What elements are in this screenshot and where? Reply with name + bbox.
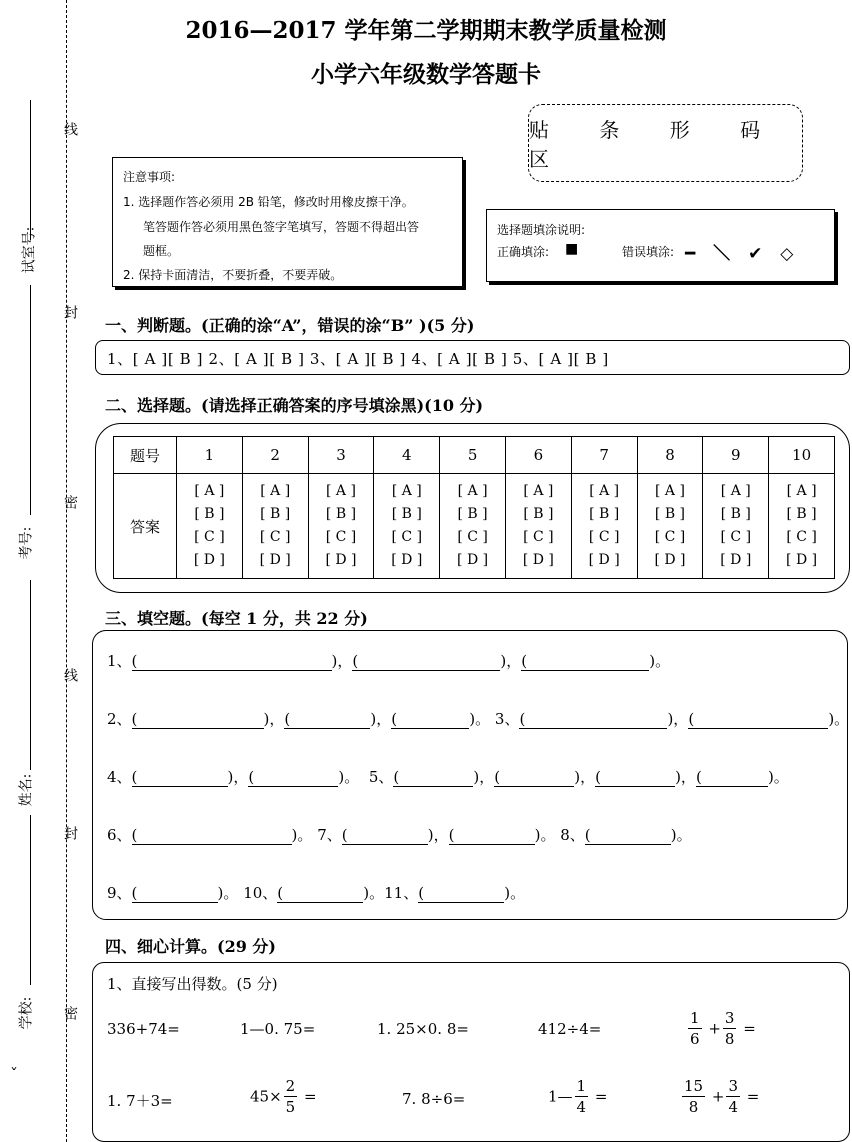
answer-option[interactable]: [ B ] [654,506,686,522]
answer-blank[interactable]: ( [352,652,500,671]
answer-option[interactable]: [ A ] [457,483,488,499]
notice-heading: 注意事项: [123,170,176,184]
school-label: 学校: [18,996,35,1030]
answer-option[interactable]: [ B ] [720,506,751,522]
answer-options-cell[interactable] [637,474,703,579]
answer-option[interactable]: [ A ] [326,483,356,499]
answer-card-title: 小学六年级数学答题卡 [311,61,541,88]
answer-blank[interactable]: ( [494,768,574,787]
answer-blank[interactable]: ( [521,652,649,671]
correct-fill-mark: ■ [565,241,579,257]
question-number: 4 [374,437,440,474]
calc-item-fraction: 45× $\frac{2}{5}$ = [250,1077,317,1116]
answer-blank[interactable]: ( [132,884,218,903]
answer-option[interactable]: [ B ] [589,506,620,522]
field-underline [30,100,31,240]
wrong-fill-label: 错误填涂: [622,245,675,259]
answer-option[interactable]: [ C ] [523,529,554,545]
answer-blank[interactable]: ( [342,826,428,845]
fill-blank-row-2: 2、( )，( )，( )。 3、( )，( )。 [107,710,850,728]
notice-line: 1. 选择题作答必须用 2B 铅笔，修改时用橡皮擦干净。 [123,195,414,209]
calc-item-fraction: 1— $\frac{1}{4}$ = [548,1077,608,1116]
answer-blank[interactable]: ( [519,710,667,729]
answer-blank[interactable]: ( [284,710,370,729]
calc-item-fraction: $\frac{15}{8}$ + $\frac{3}{4}$ = [684,1077,760,1116]
calc-item: 1—0. 75= [240,1020,316,1038]
choice-answer-table [113,436,835,579]
answer-blank[interactable]: ( [132,768,228,787]
answer-option[interactable]: [ B ] [325,506,357,522]
answer-blank[interactable]: ( [132,710,264,729]
answer-option[interactable]: [ D ] [193,552,225,568]
notice-line: 笔答题作答必须用黑色签字笔填写，答题不得超出答 [143,220,420,234]
answer-options-cell[interactable] [505,474,571,579]
answer-option[interactable]: [ D ] [720,552,752,568]
question-number: 2 [242,437,308,474]
answer-options-cell[interactable] [769,474,835,579]
answer-option[interactable]: [ D ] [588,552,620,568]
question-number: 1 [177,437,243,474]
correct-fill-label: 正确填涂: [497,245,550,259]
answer-blank[interactable]: ( [132,652,332,671]
answer-option[interactable]: [ C ] [720,529,752,545]
answer-blank[interactable]: ( [418,884,504,903]
barcode-area: 贴 条 形 码 区 [528,104,803,182]
calc-item: 336+74= [107,1020,180,1038]
wrong-fill-marks: ━ ＼ ✔ ◇ [685,244,800,264]
answer-option[interactable]: [ A ] [786,483,817,499]
answer-option[interactable]: [ A ] [720,483,751,499]
answer-options-cell[interactable] [571,474,637,579]
question-number: 10 [769,437,835,474]
question-number: 9 [703,437,769,474]
notice-box [112,157,463,287]
question-number-label: 题号 [114,437,177,474]
fill-blank-row-1: 1、( )，( )，( )。 [107,652,671,670]
section3-title: 三、填空题。(每空 1 分，共 22 分) [105,609,368,628]
exam-number-label: 考号: [18,526,35,560]
answer-option[interactable]: [ B ] [391,506,422,522]
answer-option[interactable]: [ B ] [523,506,554,522]
answer-option[interactable]: [ C ] [391,529,423,545]
exam-room-label: 试室号: [21,226,38,274]
answer-option[interactable]: [ B ] [194,506,225,522]
answer-blank[interactable]: ( [391,710,469,729]
answer-blank[interactable]: ( [449,826,535,845]
answer-option[interactable]: [ B ] [457,506,488,522]
answer-option[interactable]: [ C ] [786,529,817,545]
answer-blank[interactable]: ( [393,768,473,787]
answer-blank[interactable]: ( [595,768,675,787]
answer-option[interactable]: [ C ] [588,529,620,545]
answer-options-cell[interactable] [374,474,440,579]
answer-blank[interactable]: ( [248,768,338,787]
answer-option[interactable]: [ D ] [457,552,489,568]
answer-option[interactable]: [ D ] [325,552,357,568]
answer-options-cell[interactable] [440,474,506,579]
answer-options-cell[interactable] [703,474,769,579]
field-underline [30,580,31,770]
answer-label: 答案 [114,474,177,579]
calc-item: 7. 8÷6= [402,1090,466,1108]
answer-blank[interactable]: ( [688,710,828,729]
seal-char: 封 [62,826,78,840]
answer-option[interactable]: [ D ] [259,552,291,568]
question-number: 6 [505,437,571,474]
answer-option[interactable]: [ A ] [523,483,554,499]
answer-option[interactable]: [ C ] [259,529,291,545]
question-number: 5 [440,437,506,474]
true-false-options[interactable]: 1、[ A ][ B ] 2、[ A ][ B ] 3、[ A ][ B ] 4、[ A ][ B ] 5、[ A ][ B ] [107,350,609,368]
seal-char: 封 [62,305,78,319]
section4-title: 四、细心计算。(29 分) [105,937,276,956]
answer-option[interactable]: [ A ] [589,483,620,499]
seal-char: 密 [62,1006,78,1020]
answer-option[interactable]: [ C ] [194,529,225,545]
fill-heading: 选择题填涂说明: [497,223,586,237]
q-label: 1、 [107,652,132,670]
answer-blank[interactable]: ( [132,826,292,845]
name-label: 姓名: [18,773,35,807]
answer-option[interactable]: [ C ] [654,529,686,545]
fill-blank-row-4: 6、( )。 7、( )，( )。 8、( )。 [107,826,692,844]
seal-char: 密 [62,495,78,509]
fill-instructions-box [486,209,835,282]
notice-line: 题框。 [143,244,180,258]
answer-blank[interactable]: ( [696,768,768,787]
calc-item: 412÷4= [538,1020,602,1038]
answer-option[interactable]: [ A ] [655,483,685,499]
calc-item: 1. 25×0. 8= [377,1020,469,1038]
answer-option[interactable]: [ A ] [260,483,291,499]
seal-char: 线 [62,668,78,682]
answer-option[interactable]: [ D ] [786,552,818,568]
calc-item-fraction: $\frac{1}{6}$ + $\frac{3}{8}$ = [690,1009,756,1048]
seal-char: 线 [62,122,78,136]
answer-option[interactable]: [ D ] [654,552,686,568]
question-number: 8 [637,437,703,474]
calc-subtitle: 1、直接写出得数。(5 分) [107,975,278,993]
answer-options-cell[interactable] [308,474,374,579]
answer-option[interactable]: [ D ] [391,552,423,568]
field-underline [30,815,31,985]
fill-blank-row-5: 9、( )。 10、( )。11、( )。 [107,884,526,902]
fill-blank-row-3: 4、( )，( )。 5、( )，( )，( )，( )。 [107,768,789,786]
question-number: 7 [571,437,637,474]
question-number: 3 [308,437,374,474]
answer-blank[interactable]: ( [585,826,671,845]
section1-title: 一、判断题。(正确的涂“A”，错误的涂“B” )(5 分) [105,316,475,335]
answer-option[interactable]: [ B ] [260,506,291,522]
answer-options-cell[interactable] [242,474,308,579]
exam-title: 2016—2017 学年第二学期期末教学质量检测 [185,17,667,44]
bottom-mark: ˇ [10,1065,18,1084]
answer-options-cell[interactable] [177,474,243,579]
answer-option[interactable]: [ A ] [194,483,225,499]
answer-option[interactable]: [ C ] [457,529,488,545]
answer-option[interactable]: [ B ] [786,506,817,522]
answer-blank[interactable]: ( [277,884,363,903]
answer-option[interactable]: [ C ] [325,529,357,545]
section2-title: 二、选择题。(请选择正确答案的序号填涂黑)(10 分) [105,396,484,415]
answer-option[interactable]: [ D ] [522,552,554,568]
binding-dashed-line [66,0,67,1142]
answer-option[interactable]: [ A ] [391,483,422,499]
calc-item: 1. 7＋3= [107,1092,173,1110]
field-underline [30,285,31,515]
notice-line: 2. 保持卡面清洁，不要折叠，不要弄破。 [123,268,343,282]
